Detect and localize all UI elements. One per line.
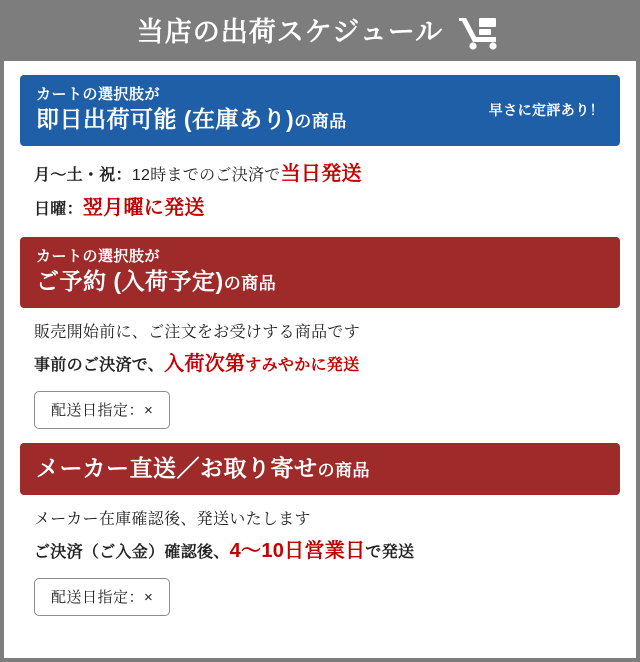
detail-prefix: ご決済（ご入金）確認後、 [34, 544, 230, 562]
detail-emphasis: 当日発送 [280, 163, 362, 186]
banner-note: 早さに定評あり！ [488, 102, 604, 119]
banner-big-label [36, 105, 347, 135]
section-details-reservation [20, 308, 620, 443]
banner-big-label [36, 267, 276, 297]
detail-mid: 12時までのご決済で [131, 167, 281, 185]
section-details-in-stock [20, 146, 620, 237]
section-banner-direct-ship [20, 443, 620, 495]
detail-line: 販売開始前に、ご注文をお受けする商品です [34, 324, 361, 342]
detail-prefix: 事前のご決済で、 [34, 357, 165, 375]
banner-small-label: カートの選択肢が [36, 248, 161, 266]
section-banner-reservation [20, 237, 620, 308]
banner-big-suffix: の商品 [317, 461, 371, 481]
detail-emphasis: 翌月曜に発送 [82, 197, 205, 220]
banner-big-suffix: の商品 [294, 112, 347, 132]
detail-line [34, 349, 608, 379]
banner-big-main: メーカー直送／お取り寄せ [36, 455, 318, 482]
banner-big-main: ご予約 (入荷予定) [36, 268, 224, 295]
section-details-direct-ship [20, 495, 620, 630]
delivery-date-badge: 配送日指定：× [34, 391, 170, 429]
banner-big-main: 即日出荷可能 (在庫あり) [36, 106, 295, 133]
detail-emphasis: 4～10日営業日 [229, 540, 366, 563]
detail-emphasis: 入荷次第 [164, 353, 246, 376]
page-header [4, 4, 636, 61]
banner-text-group [36, 85, 347, 135]
page-title: 当店の出荷スケジュール [136, 17, 444, 47]
section-banner-in-stock [20, 75, 620, 146]
banner-small-label: カートの選択肢が [36, 86, 161, 103]
detail-emphasis-small: すみやかに発送 [245, 357, 360, 375]
detail-prefix: 日曜： [34, 201, 83, 219]
banner-big-label [36, 454, 604, 483]
detail-line: メーカー在庫確認後、発送いたします [34, 511, 311, 529]
detail-line [34, 159, 608, 189]
detail-line [34, 536, 608, 566]
detail-line [34, 193, 608, 223]
banner-text-group [36, 247, 276, 297]
detail-suffix: で発送 [365, 544, 415, 562]
delivery-date-badge: 配送日指定：× [34, 578, 170, 616]
detail-prefix: 月～土・祝： [34, 167, 132, 185]
hand-truck-icon [457, 16, 503, 50]
page-content [4, 61, 636, 658]
banner-big-suffix: の商品 [223, 274, 277, 294]
